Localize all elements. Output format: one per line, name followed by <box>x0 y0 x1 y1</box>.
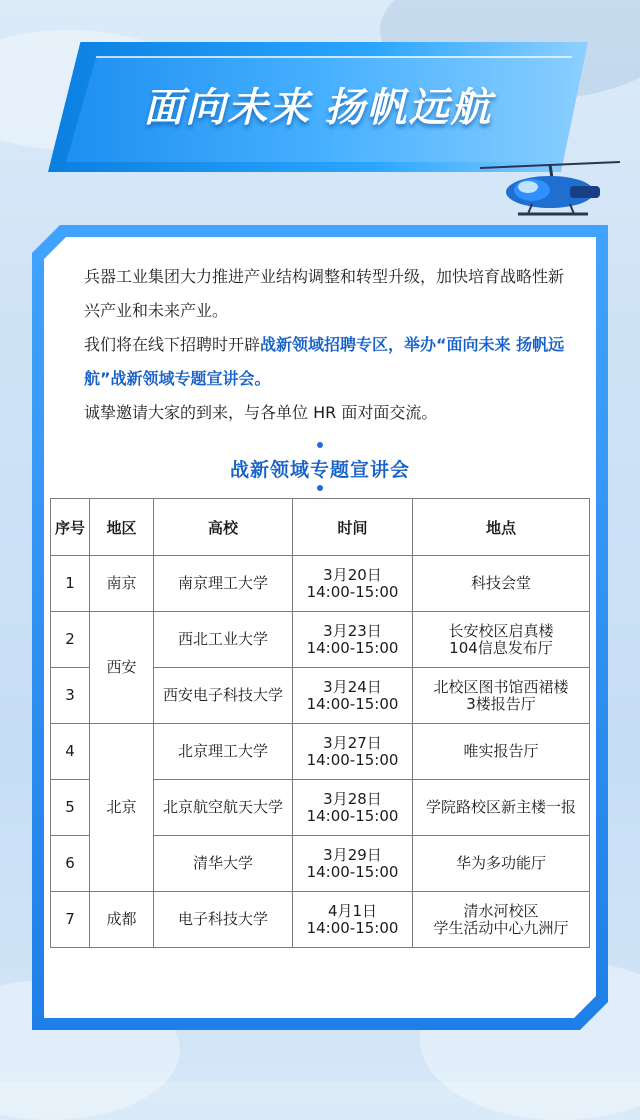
decor-dot-top <box>317 442 323 448</box>
intro-paragraph-3: 诚挚邀请大家的到来，与各单位 HR 面对面交流。 <box>84 403 438 422</box>
row-no: 2 <box>51 612 90 668</box>
date-text: 3月20日 <box>323 565 382 584</box>
intro-paragraph-2-prefix: 我们将在线下招聘时开辟 <box>84 335 261 354</box>
venue-line-1: 学院路校区新主楼一报 <box>425 798 576 816</box>
venue-cell <box>413 612 590 668</box>
venue-line-2: 学生活动中心九洲厅 <box>433 918 569 937</box>
table-row <box>51 892 590 948</box>
region-cell: 西安 <box>90 612 154 724</box>
region-cell: 成都 <box>90 892 154 948</box>
venue-line-1: 华为多功能厅 <box>455 854 546 872</box>
time-text: 14:00-15:00 <box>306 638 399 657</box>
row-no: 6 <box>51 836 90 892</box>
school-cell: 西安电子科技大学 <box>154 668 293 724</box>
header-no: 序号 <box>51 499 90 556</box>
time-cell <box>293 892 413 948</box>
table-row <box>51 612 590 668</box>
venue-line-2: 104信息发布厅 <box>449 638 553 657</box>
venue-line-1: 唯实报告厅 <box>463 742 539 760</box>
venue-line-1: 科技会堂 <box>470 574 531 592</box>
venue-cell <box>413 556 590 612</box>
school-cell: 西北工业大学 <box>154 612 293 668</box>
region-cell: 南京 <box>90 556 154 612</box>
venue-cell <box>413 892 590 948</box>
school-cell: 北京理工大学 <box>154 724 293 780</box>
row-no: 1 <box>51 556 90 612</box>
banner-title: 面向未来 扬帆远航 <box>143 86 493 130</box>
school-cell: 电子科技大学 <box>154 892 293 948</box>
time-cell <box>293 556 413 612</box>
table-row <box>51 724 590 780</box>
decor-dot-bottom <box>317 485 323 491</box>
venue-cell <box>413 836 590 892</box>
header-venue: 地点 <box>413 499 590 556</box>
region-cell: 北京 <box>90 724 154 892</box>
date-text: 3月29日 <box>323 845 382 864</box>
date-text: 3月23日 <box>323 621 382 640</box>
section-title: 战新领域专题宣讲会 <box>229 459 410 481</box>
school-cell: 南京理工大学 <box>154 556 293 612</box>
date-text: 3月24日 <box>323 677 382 696</box>
intro-paragraph-1: 兵器工业集团大力推进产业结构调整和转型升级，加快培育战略性新兴产业和未来产业。 <box>84 267 565 320</box>
time-cell <box>293 724 413 780</box>
header-school: 高校 <box>154 499 293 556</box>
venue-line-2: 3楼报告厅 <box>466 694 536 713</box>
helicopter-illustration <box>470 140 630 230</box>
intro-text <box>84 260 574 430</box>
time-cell <box>293 668 413 724</box>
school-cell: 清华大学 <box>154 836 293 892</box>
time-cell <box>293 780 413 836</box>
venue-line-1: 北校区图书馆西裙楼 <box>433 677 569 696</box>
row-no: 4 <box>51 724 90 780</box>
time-text: 14:00-15:00 <box>306 582 399 601</box>
time-text: 14:00-15:00 <box>306 918 399 937</box>
schedule-table <box>50 498 590 948</box>
intro-paragraph-2-highlight: 战新领域招聘专区，举办“面向未来 扬帆远航”战新领域专题宣讲会。 <box>84 335 565 388</box>
venue-line-1: 清水河校区 <box>463 901 539 920</box>
header-region: 地区 <box>90 499 154 556</box>
venue-cell <box>413 780 590 836</box>
table-row <box>51 556 590 612</box>
date-text: 4月1日 <box>327 901 378 920</box>
time-text: 14:00-15:00 <box>306 862 399 881</box>
time-text: 14:00-15:00 <box>306 750 399 769</box>
time-text: 14:00-15:00 <box>306 806 399 825</box>
time-cell <box>293 612 413 668</box>
row-no: 7 <box>51 892 90 948</box>
time-cell <box>293 836 413 892</box>
date-text: 3月28日 <box>323 789 382 808</box>
time-text: 14:00-15:00 <box>306 694 399 713</box>
date-text: 3月27日 <box>323 733 382 752</box>
venue-line-1: 长安校区启真楼 <box>448 621 554 640</box>
row-no: 5 <box>51 780 90 836</box>
header-time: 时间 <box>293 499 413 556</box>
venue-cell <box>413 724 590 780</box>
row-no: 3 <box>51 668 90 724</box>
intro-paragraph-2 <box>84 328 574 396</box>
school-cell: 北京航空航天大学 <box>154 780 293 836</box>
venue-cell <box>413 668 590 724</box>
table-header-row <box>51 499 590 556</box>
